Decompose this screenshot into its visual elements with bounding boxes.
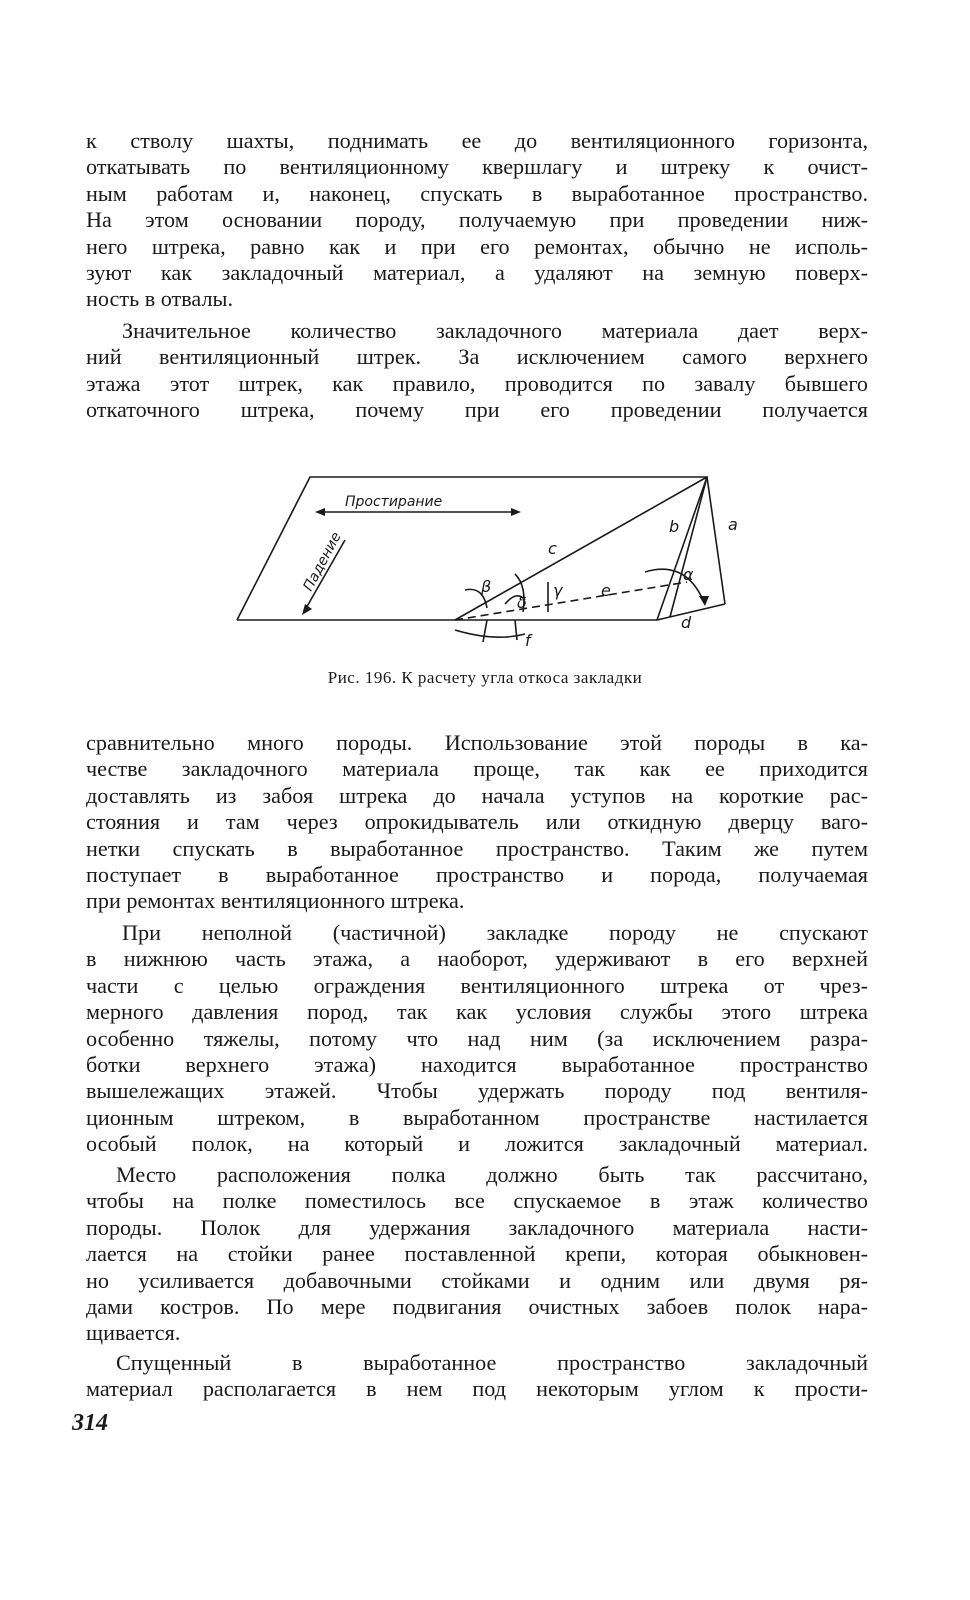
line-a: [707, 477, 725, 604]
paragraph-3: [86, 730, 868, 915]
page-number: 314: [72, 1410, 108, 1436]
text-line: откатывать по вентиляционному квершлагу и штреку к очист-: [86, 154, 868, 180]
figure-caption: Рис. 196. К расчету угла откоса закладки: [327, 668, 643, 687]
text-line: зуют как закладочный материал, а удаляют на земную поверх-: [86, 260, 868, 286]
label-e: e: [601, 581, 611, 600]
label-alpha: α: [683, 565, 694, 584]
paragraph-4: [86, 920, 868, 1158]
text-line: лается на стойки ранее поставленной крепи, которая обыкновен-: [86, 1241, 868, 1267]
seam-plane-outline: [237, 477, 707, 620]
label-gamma: γ: [553, 581, 563, 600]
strike-arrowhead: [511, 508, 521, 516]
text-line: доставлять из забоя штрека до начала уступов на короткие рас-: [86, 782, 868, 808]
label-delta: δ: [517, 593, 527, 612]
text-line: ционным штреком, в выработанном пространстве настилается: [86, 1104, 868, 1130]
text-line: Место расположения полка должно быть так рассчитано,: [116, 1162, 868, 1187]
text-line: вышележащих этажей. Чтобы удержать породу под вентиля-: [86, 1078, 868, 1104]
text-line: особый полок, на который и ложится закладочный материал.: [86, 1131, 868, 1157]
text-line: сравнительно много породы. Использование этой породы в ка-: [86, 730, 868, 755]
text-line: нетки спускать в выработанное пространство. Таким же путем: [86, 835, 868, 861]
paragraph-2: [86, 318, 868, 424]
paragraph-5: [86, 1162, 868, 1347]
alpha-arrowhead: [699, 596, 709, 606]
text-line: породы. Полок для удержания закладочного материала насти-: [86, 1214, 868, 1240]
text-line: стояния и там через опрокидыватель или откидную дверцу ваго-: [86, 809, 868, 835]
text-line: чтобы на полке поместилось все спускаемое в этаж количество: [86, 1188, 868, 1214]
label-c: c: [548, 539, 557, 558]
text-line: ным работам и, наконец, спускать в выработанное пространство.: [86, 180, 868, 206]
text-line: ность в отвалы.: [86, 286, 234, 312]
line-c: [455, 477, 707, 620]
strike-arrowhead-left: [315, 508, 325, 516]
text-line: материал располагается в нем под некоторым углом к прости-: [86, 1376, 868, 1402]
arc-lower: [455, 630, 525, 637]
text-line: При неполной (частичной) закладке породу не спускают: [122, 920, 868, 945]
text-line: На этом основании породу, получаемую при проведении ниж-: [86, 207, 868, 233]
text-line: него штрека, равно как и при его ремонтах, обычно не исполь-: [86, 233, 868, 259]
text-line: к стволу шахты, поднимать ее до вентиляционного горизонта,: [86, 128, 868, 153]
text-line: Значительное количество закладочного материала дает верх-: [122, 318, 868, 343]
text-line: но усиливается добавочными стойками и одним или двумя ря-: [86, 1267, 868, 1293]
label-dip: Падение: [300, 529, 345, 594]
text-line: мерного давления пород, так как условия службы этого штрека: [86, 999, 868, 1025]
text-line: при ремонтах вентиляционного штрека.: [86, 888, 465, 914]
label-d: d: [681, 613, 692, 632]
text-line: поступает в выработанное пространство и порода, получаемая: [86, 862, 868, 888]
text-line: щивается.: [86, 1320, 181, 1346]
text-line: Спущенный в выработанное пространство закладочный: [116, 1350, 868, 1375]
slope-angle-diagram: [225, 462, 745, 657]
text-line: этажа этот штрек, как правило, проводится по завалу бывшего: [86, 370, 868, 396]
text-line: в нижнюю часть этажа, а наоборот, удерживают в его верхней: [86, 946, 868, 972]
text-line: особенно тяжелы, потому что над ним (за исключением разра-: [86, 1025, 868, 1051]
text-line: ботки верхнего этажа) находится выработанное пространство: [86, 1052, 868, 1078]
label-strike: Простирание: [345, 494, 443, 510]
paragraph-1: [86, 128, 868, 313]
label-a: a: [728, 515, 738, 534]
label-beta: β: [481, 577, 492, 596]
text-line: откаточного штрека, почему при его проведении получается: [86, 397, 868, 423]
dip-arrowhead: [302, 604, 312, 615]
text-line: части с целью ограждения вентиляционного штрека от чрез-: [86, 972, 868, 998]
text-line: ний вентиляционный штрек. За исключением самого верхнего: [86, 344, 868, 370]
label-f: f: [525, 631, 531, 650]
label-b: b: [669, 517, 680, 536]
paragraph-6: [86, 1350, 868, 1403]
text-line: дами костров. По мере подвигания очистных забоев полок нара-: [86, 1294, 868, 1320]
text-line: честве закладочного материала проще, так как ее приходится: [86, 756, 868, 782]
